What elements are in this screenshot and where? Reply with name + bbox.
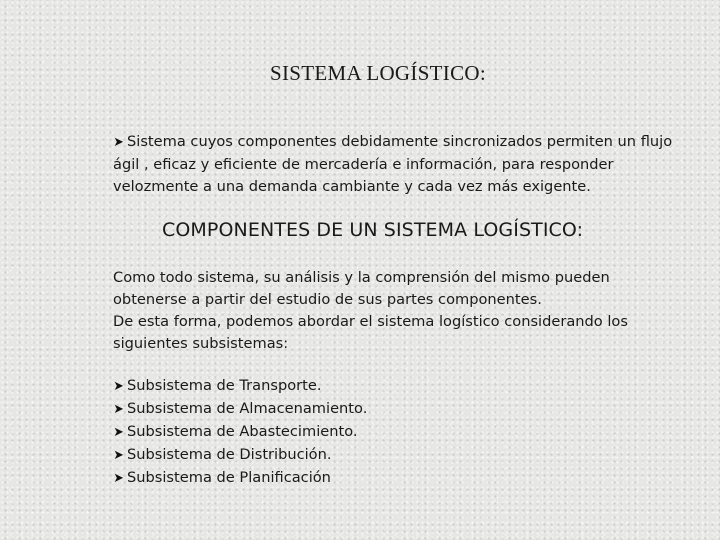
arrow-bullet-icon: ➤	[113, 448, 124, 463]
intro-text: Sistema cuyos componentes debidamente sincronizados permiten un flujo ágil , eficaz y eficiente de mercadería e información, para responder velozmente a una demanda cambiante y cada vez más exigente.	[113, 133, 673, 195]
slide-title: SISTEMA LOGÍSTICO:	[270, 61, 486, 85]
description-paragraph-1: Como todo sistema, su análisis y la comprensión del mismo pueden obtenerse a partir del estudio de sus partes componentes.	[113, 269, 610, 308]
arrow-bullet-icon: ➤	[113, 425, 124, 440]
arrow-bullet-icon: ➤	[113, 402, 124, 417]
section-subtitle: COMPONENTES DE UN SISTEMA LOGÍSTICO:	[162, 219, 584, 241]
list-item	[113, 444, 367, 467]
list-item	[113, 467, 367, 490]
description-paragraph-2: De esta forma, podemos abordar el sistema logístico considerando los siguientes subsistemas:	[113, 313, 628, 352]
list-item	[113, 421, 367, 444]
subsystem-list	[113, 375, 367, 490]
intro-paragraph	[113, 131, 673, 198]
arrow-bullet-icon: ➤	[113, 471, 124, 486]
arrow-bullet-icon: ➤	[113, 135, 124, 150]
description-block	[113, 267, 673, 355]
list-item	[113, 398, 367, 421]
arrow-bullet-icon: ➤	[113, 379, 124, 394]
subsystem-supply: Subsistema de Abastecimiento.	[127, 423, 358, 440]
subsystem-transport: Subsistema de Transporte.	[127, 377, 322, 394]
subsystem-distribution: Subsistema de Distribución.	[127, 446, 332, 463]
subsystem-planning: Subsistema de Planificación	[127, 469, 331, 486]
subsystem-storage: Subsistema de Almacenamiento.	[127, 400, 368, 417]
list-item	[113, 375, 367, 398]
